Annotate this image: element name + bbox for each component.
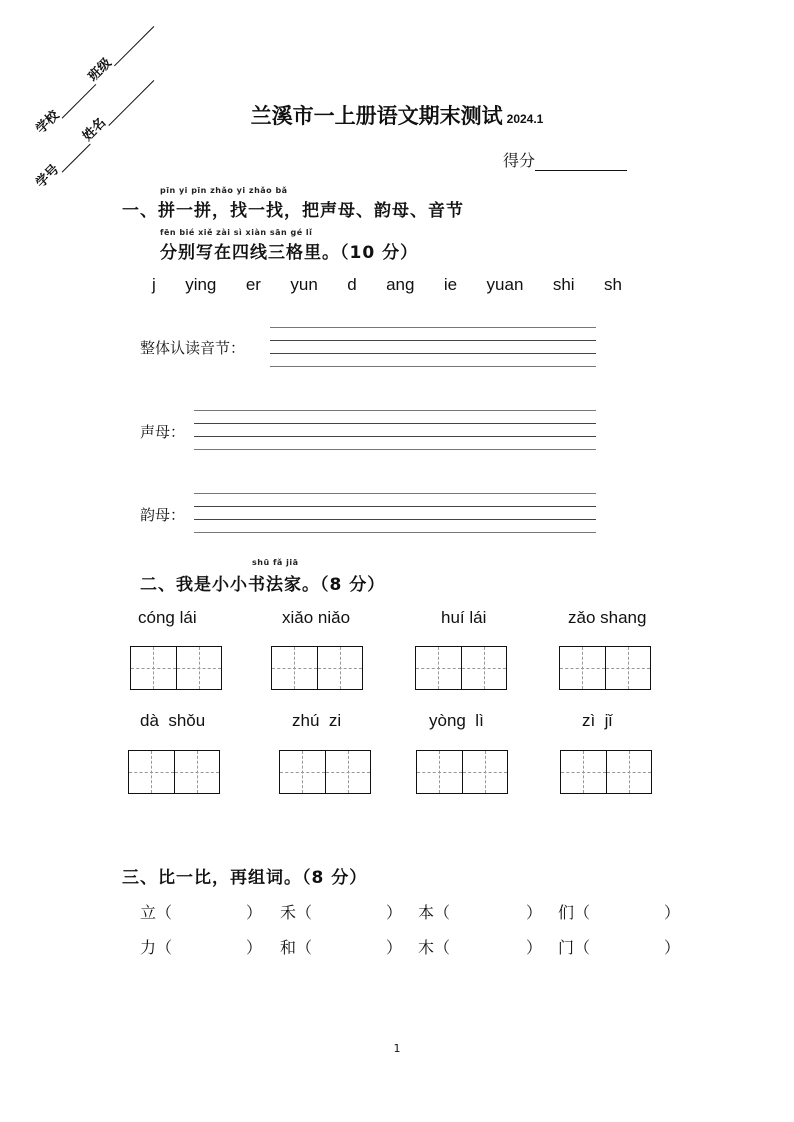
compare-blank[interactable]: ） — [386, 938, 403, 957]
four-line-grid-1[interactable] — [270, 327, 596, 367]
syllable: d — [347, 275, 357, 294]
word-pinyin: xiǎo niǎo — [282, 608, 351, 627]
syllable: ying — [185, 275, 217, 294]
syllable: yun — [290, 275, 318, 294]
writing-grid[interactable] — [415, 646, 507, 690]
compare-blank[interactable]: ） — [246, 903, 263, 922]
syllable: shi — [552, 275, 575, 294]
row-label-initials: 声母： — [140, 423, 186, 441]
word-pinyin: zì jǐ — [582, 711, 613, 730]
score-label: 得分 — [503, 151, 536, 170]
word-pinyin: huí lái — [441, 608, 487, 627]
writing-grid[interactable] — [128, 750, 220, 794]
section1-number: 一、 — [122, 201, 158, 221]
word-pinyin: dà shǒu — [140, 711, 206, 730]
class-label: 班级 — [85, 55, 115, 85]
row-label-whole-syllables: 整体认读音节： — [140, 339, 246, 357]
section1-pinyin-2: fēn bié xiě zài sì xiàn sān gé lǐ — [160, 228, 313, 237]
writing-grid[interactable] — [559, 646, 651, 690]
section1-pinyin-1: pīn yi pīn zhǎo yi zhǎo bǎ — [160, 186, 288, 195]
syllable: sh — [604, 275, 622, 294]
page-number: 1 — [393, 1042, 401, 1055]
word-pinyin: zǎo shang — [568, 608, 647, 627]
compare-blank[interactable]: ） — [526, 903, 543, 922]
syllable: ie — [443, 275, 458, 294]
compare-item: 木（ — [418, 938, 451, 957]
compare-blank[interactable]: ） — [664, 938, 681, 957]
section2-heading: 二、我是小小书法家。（8 分） — [140, 575, 386, 595]
section1-heading — [122, 196, 464, 221]
title-year: 2024.1 — [506, 112, 544, 126]
four-line-grid-2[interactable] — [194, 410, 596, 450]
score-blank[interactable] — [535, 152, 627, 171]
page-title — [0, 100, 794, 130]
writing-grid[interactable] — [560, 750, 652, 794]
syllable: j — [152, 275, 156, 294]
compare-blank[interactable]: ） — [664, 903, 681, 922]
word-pinyin: yòng lì — [429, 711, 484, 730]
compare-blank[interactable]: ） — [526, 938, 543, 957]
name-label: 姓名 — [80, 115, 110, 145]
compare-item: 门（ — [558, 938, 591, 957]
syllable: er — [245, 275, 261, 294]
compare-blank[interactable]: ） — [246, 938, 263, 957]
writing-grid[interactable] — [416, 750, 508, 794]
section2-pinyin: shū fǎ jiā — [252, 558, 299, 567]
writing-grid[interactable] — [271, 646, 363, 690]
writing-grid[interactable] — [279, 750, 371, 794]
four-line-grid-3[interactable] — [194, 493, 596, 533]
syllable-list — [152, 275, 622, 295]
score-field[interactable] — [503, 148, 627, 171]
compare-item: 禾（ — [280, 903, 313, 922]
id-label: 学号 — [33, 161, 63, 191]
syllable: yuan — [486, 275, 524, 294]
section1-line1: 拼一拼，找一找，把声母、韵母、音节 — [158, 201, 464, 221]
syllable: ang — [386, 275, 415, 294]
word-pinyin: zhú zi — [292, 711, 342, 730]
section3-heading: 三、比一比，再组词。（8 分） — [122, 868, 368, 888]
school-label: 学校 — [33, 107, 63, 137]
word-pinyin: cóng lái — [138, 608, 197, 627]
writing-grid[interactable] — [130, 646, 222, 690]
compare-item: 们（ — [558, 903, 591, 922]
row-label-finals: 韵母： — [140, 506, 186, 524]
compare-item: 力（ — [140, 938, 173, 957]
compare-item: 本（ — [418, 903, 451, 922]
compare-item: 立（ — [140, 903, 173, 922]
title-main: 兰溪市一上册语文期末测试 — [250, 104, 503, 128]
compare-blank[interactable]: ） — [386, 903, 403, 922]
compare-item: 和（ — [280, 938, 313, 957]
section1-line2: 分别写在四线三格里。（10 分） — [160, 243, 419, 263]
